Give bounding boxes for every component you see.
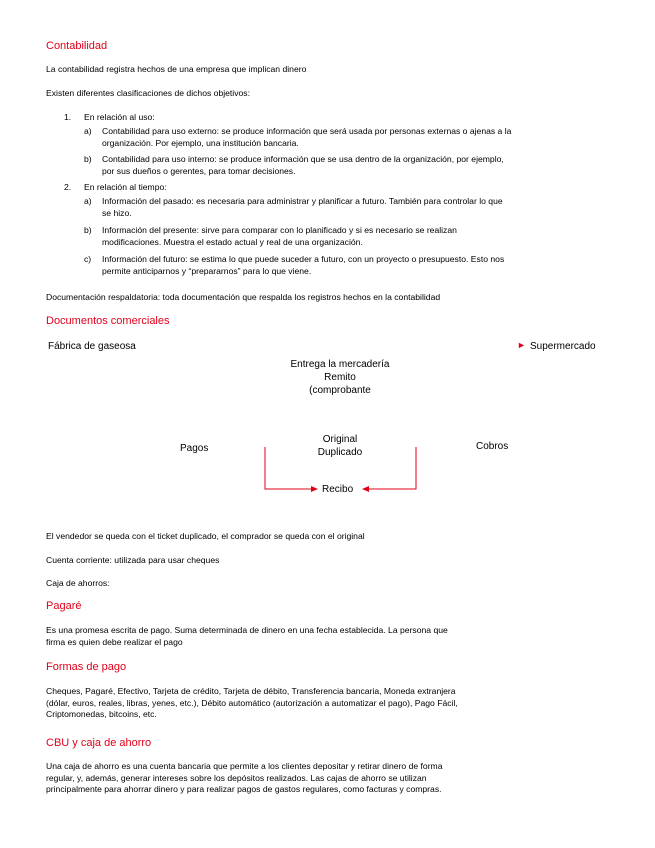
- arrow-head-icon: [311, 486, 318, 492]
- heading-pagare: Pagaré: [46, 600, 82, 612]
- paragraph-documentation: Documentación respaldatoria: toda documentación que respalda los registros hechos en la contabilidad: [46, 292, 441, 302]
- sub-list-text-line: se hizo.: [102, 207, 132, 218]
- text-line: regular, y, además, generar intereses sobre los depósitos realizados. Las cajas de ahorro se utilizan: [46, 772, 427, 783]
- heading-formas-de-pago: Formas de pago: [46, 661, 127, 673]
- sub-list-text-line: permite anticiparnos y “prepararnos” para lo que viene.: [102, 265, 312, 276]
- arrow-right-icon: ►: [517, 340, 526, 350]
- paragraph-cuenta-corriente: Cuenta corriente: utilizada para usar cheques: [46, 555, 220, 565]
- sub-list-number: b): [84, 154, 92, 164]
- diagram-label-pagos: Pagos: [180, 443, 209, 454]
- text-line: Cheques, Pagaré, Efectivo, Tarjeta de crédito, Tarjeta de débito, Transferencia bancaria, Moneda extranjera: [46, 686, 456, 696]
- sub-list-text-line: modificaciones. Muestra el estado actual y real de una organización.: [102, 236, 363, 247]
- paragraph-caja-ahorros: Caja de ahorros:: [46, 578, 110, 588]
- paragraph-pagare: [46, 625, 448, 648]
- diagram-label-seller: Fábrica de gaseosa: [48, 341, 136, 352]
- sub-list-text-line: Información del pasado: es necesaria para administrar y planificar a futuro. También para controlar lo que: [102, 196, 503, 206]
- sub-list-text-line: organización. Por ejemplo, una institución bancaria.: [102, 137, 299, 148]
- arrow-head-icon: [362, 486, 369, 492]
- diagram-label-cobros: Cobros: [476, 441, 509, 452]
- heading-documentos-comerciales: Documentos comerciales: [46, 315, 170, 327]
- paragraph-formas: [46, 686, 458, 721]
- delivery-line: Remito: [324, 372, 356, 383]
- paragraph-tickets: El vendedor se queda con el ticket duplicado, el comprador se queda con el original: [46, 531, 365, 541]
- copy-original: Original: [322, 434, 358, 445]
- delivery-line: (comprobante: [309, 385, 371, 396]
- text-line: Una caja de ahorro es una cuenta bancaria que permite a los clientes depositar y retirar dinero de forma: [46, 761, 443, 771]
- sub-list-text-line: Contabilidad para uso externo: se produce información que será usada por personas externas o ajenas a la: [102, 126, 512, 136]
- text-line: (dólar, euros, reales, libras, yenes, etc.), Débito automático (autorización a automatizar el pago), Pago Fácil,: [46, 697, 458, 708]
- diagram-label-buyer: Supermercado: [530, 341, 596, 352]
- list-label: En relación al tiempo:: [84, 182, 167, 192]
- list-number: 1.: [64, 112, 72, 122]
- sub-list-text-line: Información del presente: sirve para comparar con lo planificado y si es necesario se realizan: [102, 225, 457, 235]
- diagram-delivery-box: [220, 358, 460, 398]
- heading-contabilidad: Contabilidad: [46, 40, 108, 52]
- copy-duplicado: Duplicado: [317, 447, 363, 458]
- sub-list-number: b): [84, 225, 92, 235]
- text-line: Es una promesa escrita de pago. Suma determinada de dinero en una fecha establecida. La persona que: [46, 625, 448, 635]
- sub-list-number: c): [84, 254, 92, 264]
- diagram-label-recibo: Recibo: [322, 484, 354, 495]
- text-line: firma es quien debe realizar el pago: [46, 636, 183, 647]
- text-line: principalmente para ahorrar dinero y para realizar pagos de gastos regulares, como facturas y compras.: [46, 784, 442, 794]
- heading-cbu: CBU y caja de ahorro: [46, 737, 152, 749]
- sub-list-text-line: Información del futuro: se estima lo que puede suceder a futuro, con un proyecto o presupuesto. Esto nos: [102, 254, 505, 264]
- list-label: En relación al uso:: [84, 112, 155, 122]
- paragraph-intro: La contabilidad registra hechos de una empresa que implican dinero: [46, 64, 307, 74]
- sub-list-text-line: por sus dueños o gerentes, para tomar decisiones.: [102, 165, 296, 176]
- sub-list-number: a): [84, 126, 92, 136]
- diagram-copies: [290, 433, 390, 459]
- paragraph-classifications: Existen diferentes clasificaciones de dichos objetivos:: [46, 88, 250, 98]
- paragraph-cbu: [46, 761, 443, 796]
- sub-list-text-line: Contabilidad para uso interno: se produce información que se usa dentro de la organización, por ejemplo,: [102, 154, 504, 164]
- list-number: 2.: [64, 182, 72, 192]
- text-line: Criptomonedas, bitcoins, etc.: [46, 709, 157, 719]
- delivery-line: Entrega la mercadería: [290, 359, 390, 370]
- sub-list-number: a): [84, 196, 92, 206]
